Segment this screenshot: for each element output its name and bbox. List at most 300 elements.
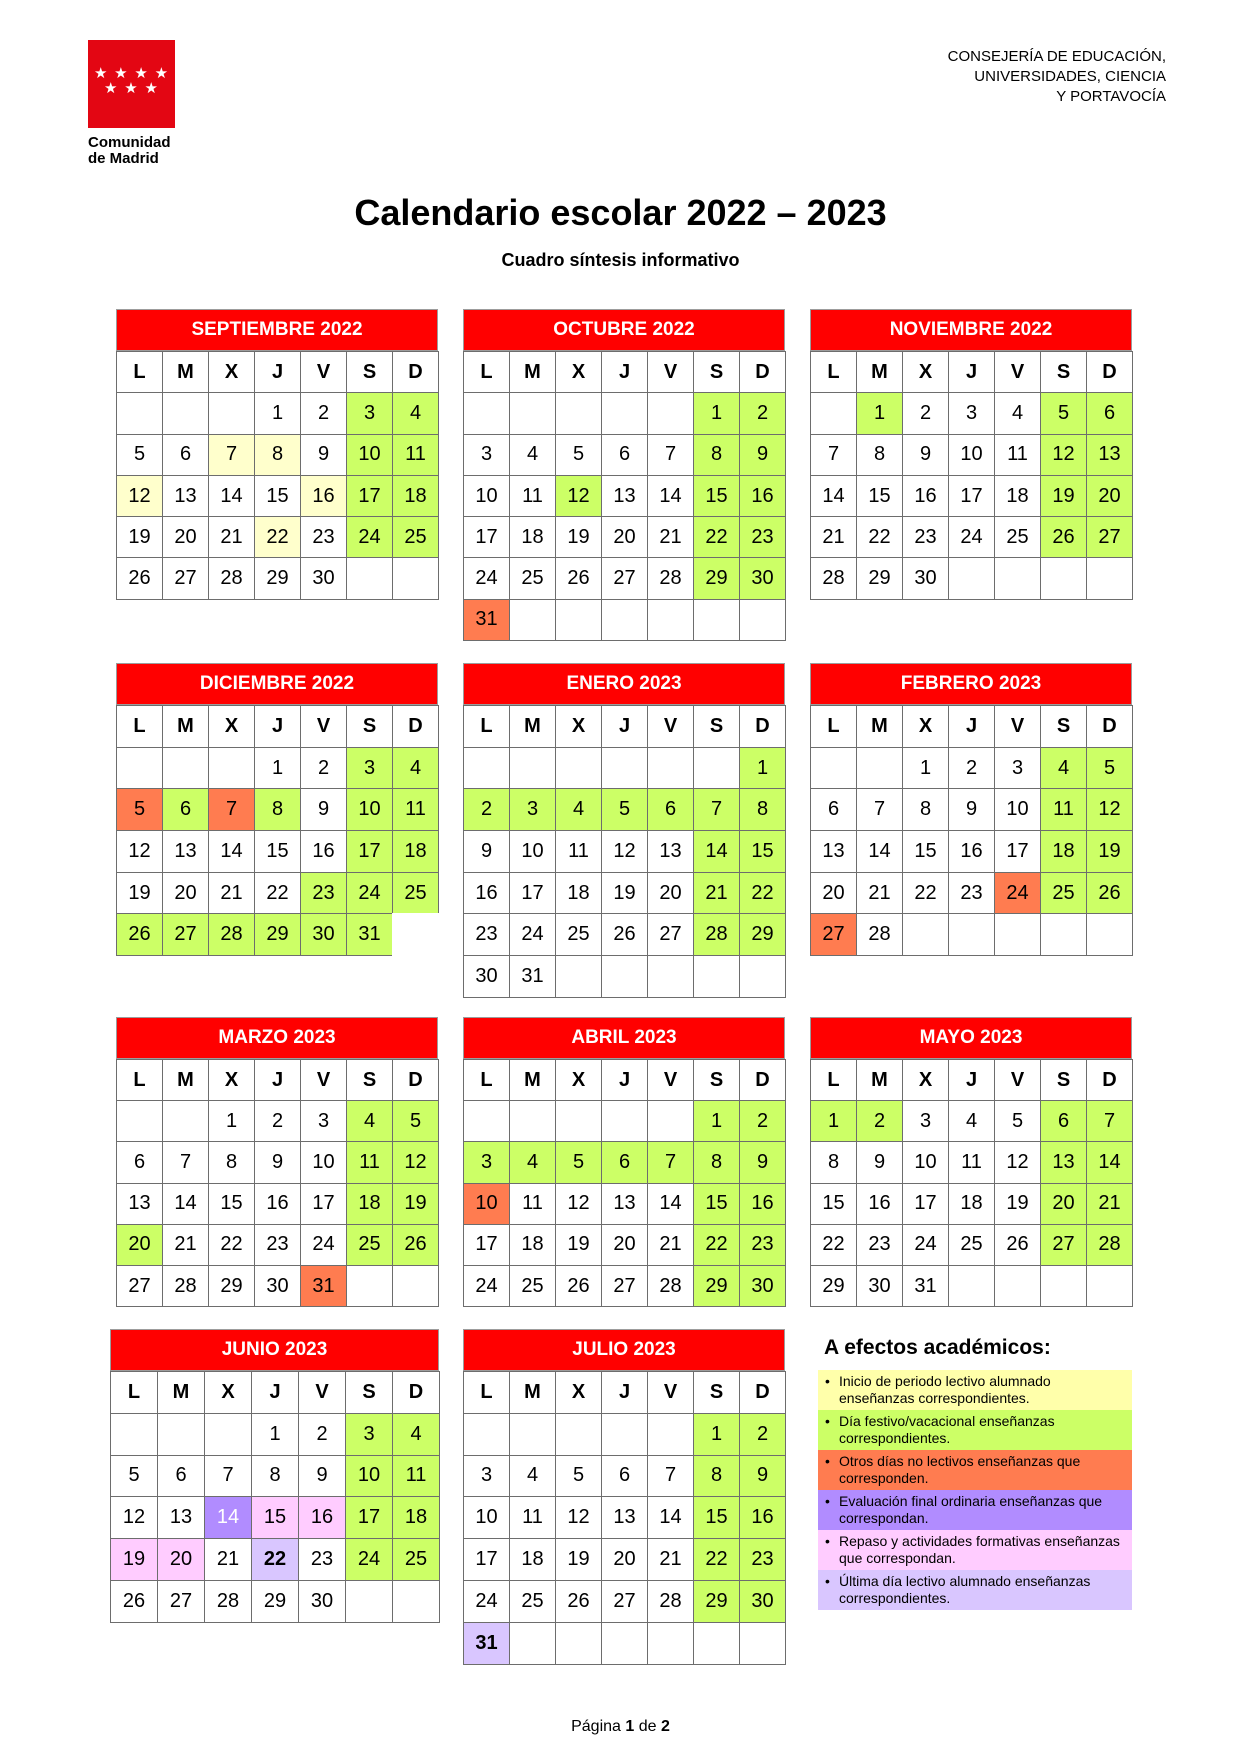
empty-day	[994, 1265, 1041, 1307]
day-cell: 12	[1086, 788, 1133, 831]
day-cell: 6	[601, 1141, 648, 1183]
weekday-header: J	[948, 1059, 995, 1101]
day-cell: 16	[298, 1496, 346, 1539]
day-cell: 12	[555, 475, 602, 517]
weekday-header: X	[555, 1371, 602, 1414]
day-cell: 13	[601, 1496, 648, 1539]
day-cell: 31	[463, 1622, 510, 1665]
day-cell: 28	[162, 1265, 209, 1307]
day-cell: 19	[555, 1538, 602, 1581]
day-cell: 15	[693, 475, 740, 517]
day-cell: 11	[1040, 788, 1087, 831]
day-cell: 11	[948, 1141, 995, 1183]
day-cell: 18	[392, 1496, 440, 1539]
footer-total: 2	[660, 1718, 670, 1735]
day-cell: 19	[555, 516, 602, 558]
weekday-header: M	[509, 351, 556, 393]
day-cell: 10	[346, 788, 393, 831]
empty-day	[948, 913, 995, 956]
day-cell: 3	[346, 392, 393, 434]
weekday-header: V	[647, 705, 694, 748]
weekday-header: X	[204, 1371, 252, 1414]
day-cell: 7	[647, 434, 694, 476]
month-title: SEPTIEMBRE 2022	[116, 309, 438, 351]
madrid-flag-icon	[88, 40, 175, 128]
day-cell: 8	[693, 1455, 740, 1498]
day-cell: 22	[902, 872, 949, 915]
day-cell: 4	[948, 1100, 995, 1142]
empty-day	[509, 747, 556, 790]
weekday-header: L	[116, 1059, 163, 1101]
day-cell: 6	[601, 1455, 648, 1498]
day-cell: 4	[555, 788, 602, 831]
weekday-header: J	[601, 705, 648, 748]
day-cell: 5	[1040, 392, 1087, 434]
day-cell: 30	[300, 913, 347, 956]
day-cell: 2	[739, 392, 786, 434]
stars-icon: ★ ★ ★ ★ ★ ★ ★	[93, 64, 170, 97]
month-days	[116, 1059, 439, 1306]
legend-item: • Día festivo/vacacional enseñanzas correspondientes.	[818, 1410, 1132, 1450]
day-cell: 23	[298, 1538, 346, 1581]
day-cell: 24	[346, 516, 393, 558]
day-cell: 6	[1040, 1100, 1087, 1142]
empty-day	[509, 1622, 556, 1665]
month-title: MAYO 2023	[810, 1017, 1132, 1059]
month-calendar	[116, 1017, 439, 1306]
weekday-header: D	[392, 1371, 440, 1414]
empty-day	[463, 1413, 510, 1456]
day-cell: 15	[254, 830, 301, 873]
day-cell: 8	[856, 434, 903, 476]
day-cell: 14	[204, 1496, 252, 1539]
empty-day	[1040, 557, 1087, 599]
day-cell: 15	[739, 830, 786, 873]
day-cell: 21	[856, 872, 903, 915]
day-cell: 7	[810, 434, 857, 476]
day-cell: 17	[902, 1183, 949, 1225]
day-cell: 19	[392, 1183, 439, 1225]
day-cell: 19	[555, 1224, 602, 1266]
day-cell: 12	[116, 830, 163, 873]
day-cell: 12	[116, 475, 163, 517]
day-cell: 30	[463, 955, 510, 998]
day-cell: 10	[948, 434, 995, 476]
day-cell: 8	[693, 1141, 740, 1183]
empty-day	[208, 392, 255, 434]
day-cell: 18	[1040, 830, 1087, 873]
legend-item: • Última día lectivo alumnado enseñanzas correspondientes.	[818, 1570, 1132, 1610]
empty-day	[994, 913, 1041, 956]
empty-day	[647, 955, 694, 998]
month-title: ABRIL 2023	[463, 1017, 785, 1059]
day-cell: 25	[392, 516, 439, 558]
day-cell: 23	[856, 1224, 903, 1266]
weekday-header: S	[345, 1371, 393, 1414]
day-cell: 7	[856, 788, 903, 831]
weekday-header: L	[463, 1059, 510, 1101]
empty-day	[162, 392, 209, 434]
day-cell: 26	[116, 557, 163, 599]
day-cell: 10	[994, 788, 1041, 831]
weekday-header: V	[994, 705, 1041, 748]
day-cell: 26	[1086, 872, 1133, 915]
day-cell: 12	[1040, 434, 1087, 476]
day-cell: 30	[856, 1265, 903, 1307]
weekday-header: X	[555, 351, 602, 393]
empty-day	[739, 955, 786, 998]
day-cell: 7	[693, 788, 740, 831]
day-cell: 5	[392, 1100, 439, 1142]
dept-line2: UNIVERSIDADES, CIENCIA	[974, 68, 1166, 85]
day-cell: 25	[509, 1265, 556, 1307]
day-cell: 15	[810, 1183, 857, 1225]
weekday-header: J	[601, 1059, 648, 1101]
weekday-header: M	[162, 705, 209, 748]
month-title: FEBRERO 2023	[810, 663, 1132, 705]
day-cell: 25	[509, 557, 556, 599]
day-cell: 29	[693, 1265, 740, 1307]
weekday-header: S	[1040, 351, 1087, 393]
day-cell: 4	[392, 1413, 440, 1456]
weekday-header: L	[116, 705, 163, 748]
legend-title: A efectos académicos:	[824, 1336, 1051, 1359]
empty-day	[739, 1622, 786, 1665]
legend-item: • Inicio de periodo lectivo alumnado enseñanzas correspondientes.	[818, 1370, 1132, 1410]
weekday-header: L	[463, 705, 510, 748]
day-cell: 2	[254, 1100, 301, 1142]
empty-day	[810, 392, 857, 434]
day-cell: 25	[555, 913, 602, 956]
weekday-header: V	[647, 351, 694, 393]
empty-day	[1086, 557, 1133, 599]
day-cell: 20	[810, 872, 857, 915]
page-footer	[0, 1718, 1241, 1736]
day-cell: 9	[739, 434, 786, 476]
day-cell: 25	[1040, 872, 1087, 915]
day-cell: 26	[994, 1224, 1041, 1266]
month-days	[116, 705, 439, 955]
day-cell: 2	[948, 747, 995, 790]
day-cell: 18	[948, 1183, 995, 1225]
day-cell: 9	[298, 1455, 346, 1498]
day-cell: 15	[254, 475, 301, 517]
empty-day	[162, 1100, 209, 1142]
empty-day	[116, 747, 163, 790]
month-calendar	[810, 663, 1133, 955]
day-cell: 6	[601, 434, 648, 476]
day-cell: 16	[739, 1183, 786, 1225]
weekday-header: V	[647, 1059, 694, 1101]
empty-day	[392, 1265, 439, 1307]
day-cell: 17	[463, 1538, 510, 1581]
day-cell: 26	[555, 1265, 602, 1307]
weekday-header: L	[463, 351, 510, 393]
weekday-header: M	[856, 705, 903, 748]
empty-day	[555, 599, 602, 641]
month-calendar	[116, 663, 439, 955]
day-cell: 21	[1086, 1183, 1133, 1225]
day-cell: 1	[856, 392, 903, 434]
day-cell: 28	[204, 1580, 252, 1623]
day-cell: 27	[810, 913, 857, 956]
day-cell: 19	[116, 872, 163, 915]
empty-day	[555, 392, 602, 434]
weekday-header: J	[948, 351, 995, 393]
day-cell: 21	[647, 1224, 694, 1266]
empty-day	[601, 1100, 648, 1142]
day-cell: 13	[162, 830, 209, 873]
day-cell: 9	[254, 1141, 301, 1183]
day-cell: 2	[856, 1100, 903, 1142]
day-cell: 22	[856, 516, 903, 558]
empty-day	[601, 599, 648, 641]
day-cell: 23	[300, 872, 347, 915]
month-days	[463, 1059, 786, 1306]
day-cell: 27	[1040, 1224, 1087, 1266]
weekday-header: D	[392, 351, 439, 393]
day-cell: 28	[856, 913, 903, 956]
day-cell: 3	[463, 1455, 510, 1498]
day-cell: 2	[298, 1413, 346, 1456]
day-cell: 8	[251, 1455, 299, 1498]
day-cell: 1	[739, 747, 786, 790]
day-cell: 17	[345, 1496, 393, 1539]
day-cell: 30	[739, 557, 786, 599]
empty-day	[509, 1413, 556, 1456]
month-days	[810, 1059, 1133, 1306]
day-cell: 21	[647, 516, 694, 558]
day-cell: 29	[810, 1265, 857, 1307]
footer-page: 1	[625, 1718, 635, 1735]
day-cell: 8	[902, 788, 949, 831]
logo-text	[88, 135, 178, 167]
day-cell: 3	[346, 747, 393, 790]
day-cell: 18	[392, 830, 439, 873]
day-cell: 2	[300, 392, 347, 434]
day-cell: 10	[300, 1141, 347, 1183]
day-cell: 9	[739, 1141, 786, 1183]
day-cell: 23	[463, 913, 510, 956]
comunidad-de-madrid-logo	[88, 40, 178, 167]
empty-day	[509, 599, 556, 641]
month-title: JUNIO 2023	[110, 1329, 439, 1371]
day-cell: 20	[162, 516, 209, 558]
day-cell: 30	[902, 557, 949, 599]
day-cell: 7	[647, 1455, 694, 1498]
empty-day	[555, 1622, 602, 1665]
month-days	[810, 705, 1133, 955]
day-cell: 8	[254, 434, 301, 476]
day-cell: 22	[693, 1538, 740, 1581]
day-cell: 26	[555, 1580, 602, 1623]
day-cell: 5	[1086, 747, 1133, 790]
day-cell: 16	[902, 475, 949, 517]
day-cell: 4	[1040, 747, 1087, 790]
weekday-header: M	[856, 1059, 903, 1101]
weekday-header: X	[208, 351, 255, 393]
day-cell: 17	[300, 1183, 347, 1225]
day-cell: 7	[208, 788, 255, 831]
empty-day	[1086, 913, 1133, 956]
day-cell: 14	[647, 1183, 694, 1225]
day-cell: 21	[204, 1538, 252, 1581]
day-cell: 24	[994, 872, 1041, 915]
day-cell: 3	[300, 1100, 347, 1142]
empty-day	[693, 599, 740, 641]
weekday-header: J	[601, 351, 648, 393]
day-cell: 10	[463, 1496, 510, 1539]
day-cell: 19	[994, 1183, 1041, 1225]
day-cell: 4	[994, 392, 1041, 434]
day-cell: 24	[463, 1580, 510, 1623]
day-cell: 6	[1086, 392, 1133, 434]
day-cell: 18	[994, 475, 1041, 517]
day-cell: 3	[509, 788, 556, 831]
day-cell: 13	[1040, 1141, 1087, 1183]
day-cell: 5	[555, 1455, 602, 1498]
day-cell: 1	[251, 1413, 299, 1456]
day-cell: 26	[555, 557, 602, 599]
month-title: NOVIEMBRE 2022	[810, 309, 1132, 351]
month-calendar	[463, 309, 786, 640]
day-cell: 29	[693, 557, 740, 599]
weekday-header: J	[948, 705, 995, 748]
weekday-header: X	[208, 705, 255, 748]
day-cell: 21	[647, 1538, 694, 1581]
day-cell: 22	[739, 872, 786, 915]
weekday-header: D	[392, 705, 439, 748]
day-cell: 31	[509, 955, 556, 998]
day-cell: 11	[509, 475, 556, 517]
day-cell: 1	[810, 1100, 857, 1142]
day-cell: 23	[739, 1224, 786, 1266]
day-cell: 25	[392, 1538, 440, 1581]
day-cell: 5	[601, 788, 648, 831]
day-cell: 22	[251, 1538, 299, 1581]
day-cell: 10	[463, 475, 510, 517]
empty-day	[601, 1622, 648, 1665]
day-cell: 30	[300, 557, 347, 599]
empty-day	[693, 1622, 740, 1665]
logo-line1: Comunidad	[88, 134, 171, 151]
day-cell: 17	[948, 475, 995, 517]
day-cell: 24	[345, 1538, 393, 1581]
day-cell: 18	[346, 1183, 393, 1225]
empty-day	[509, 392, 556, 434]
day-cell: 16	[254, 1183, 301, 1225]
weekday-header: L	[810, 705, 857, 748]
day-cell: 16	[300, 475, 347, 517]
day-cell: 31	[463, 599, 510, 641]
day-cell: 11	[392, 434, 439, 476]
day-cell: 5	[555, 1141, 602, 1183]
weekday-header: S	[1040, 705, 1087, 748]
day-cell: 17	[463, 1224, 510, 1266]
empty-day	[693, 955, 740, 998]
day-cell: 26	[392, 1224, 439, 1266]
day-cell: 20	[162, 872, 209, 915]
empty-day	[555, 955, 602, 998]
day-cell: 21	[162, 1224, 209, 1266]
day-cell: 3	[994, 747, 1041, 790]
weekday-header: X	[208, 1059, 255, 1101]
weekday-header: D	[739, 1371, 786, 1414]
day-cell: 15	[693, 1496, 740, 1539]
day-cell: 9	[300, 434, 347, 476]
month-calendar	[116, 309, 439, 599]
empty-day	[647, 1622, 694, 1665]
day-cell: 19	[1086, 830, 1133, 873]
day-cell: 30	[739, 1580, 786, 1623]
weekday-header: X	[902, 351, 949, 393]
day-cell: 10	[463, 1183, 510, 1225]
day-cell: 19	[601, 872, 648, 915]
empty-day	[1040, 1265, 1087, 1307]
day-cell: 23	[254, 1224, 301, 1266]
day-cell: 29	[739, 913, 786, 956]
day-cell: 26	[116, 913, 163, 956]
day-cell: 1	[693, 392, 740, 434]
day-cell: 20	[157, 1538, 205, 1581]
weekday-header: S	[693, 1059, 740, 1101]
day-cell: 28	[693, 913, 740, 956]
day-cell: 29	[251, 1580, 299, 1623]
day-cell: 1	[693, 1100, 740, 1142]
day-cell: 24	[948, 516, 995, 558]
month-calendar	[110, 1329, 440, 1622]
day-cell: 6	[157, 1455, 205, 1498]
weekday-header: L	[110, 1371, 158, 1414]
footer-prefix: Página	[571, 1718, 621, 1735]
day-cell: 31	[902, 1265, 949, 1307]
day-cell: 17	[994, 830, 1041, 873]
day-cell: 24	[463, 557, 510, 599]
weekday-header: J	[601, 1371, 648, 1414]
day-cell: 13	[647, 830, 694, 873]
day-cell: 3	[463, 434, 510, 476]
weekday-header: S	[1040, 1059, 1087, 1101]
dept-line1: CONSEJERÍA DE EDUCACIÓN,	[947, 48, 1166, 65]
day-cell: 13	[1086, 434, 1133, 476]
day-cell: 24	[300, 1224, 347, 1266]
day-cell: 8	[739, 788, 786, 831]
day-cell: 20	[1040, 1183, 1087, 1225]
day-cell: 11	[346, 1141, 393, 1183]
month-calendar	[463, 1329, 786, 1664]
day-cell: 4	[509, 1141, 556, 1183]
day-cell: 22	[693, 1224, 740, 1266]
weekday-header: V	[298, 1371, 346, 1414]
empty-day	[116, 392, 163, 434]
legend-items	[818, 1370, 1132, 1610]
empty-day	[693, 747, 740, 790]
day-cell: 11	[555, 830, 602, 873]
day-cell: 8	[693, 434, 740, 476]
day-cell: 21	[208, 516, 255, 558]
day-cell: 22	[254, 516, 301, 558]
empty-day	[345, 1580, 393, 1623]
day-cell: 8	[254, 788, 301, 831]
month-calendar	[810, 1017, 1133, 1306]
empty-day	[902, 913, 949, 956]
day-cell: 27	[601, 1580, 648, 1623]
day-cell: 29	[693, 1580, 740, 1623]
day-cell: 5	[110, 1455, 158, 1498]
day-cell: 2	[463, 788, 510, 831]
day-cell: 15	[251, 1496, 299, 1539]
day-cell: 2	[739, 1100, 786, 1142]
